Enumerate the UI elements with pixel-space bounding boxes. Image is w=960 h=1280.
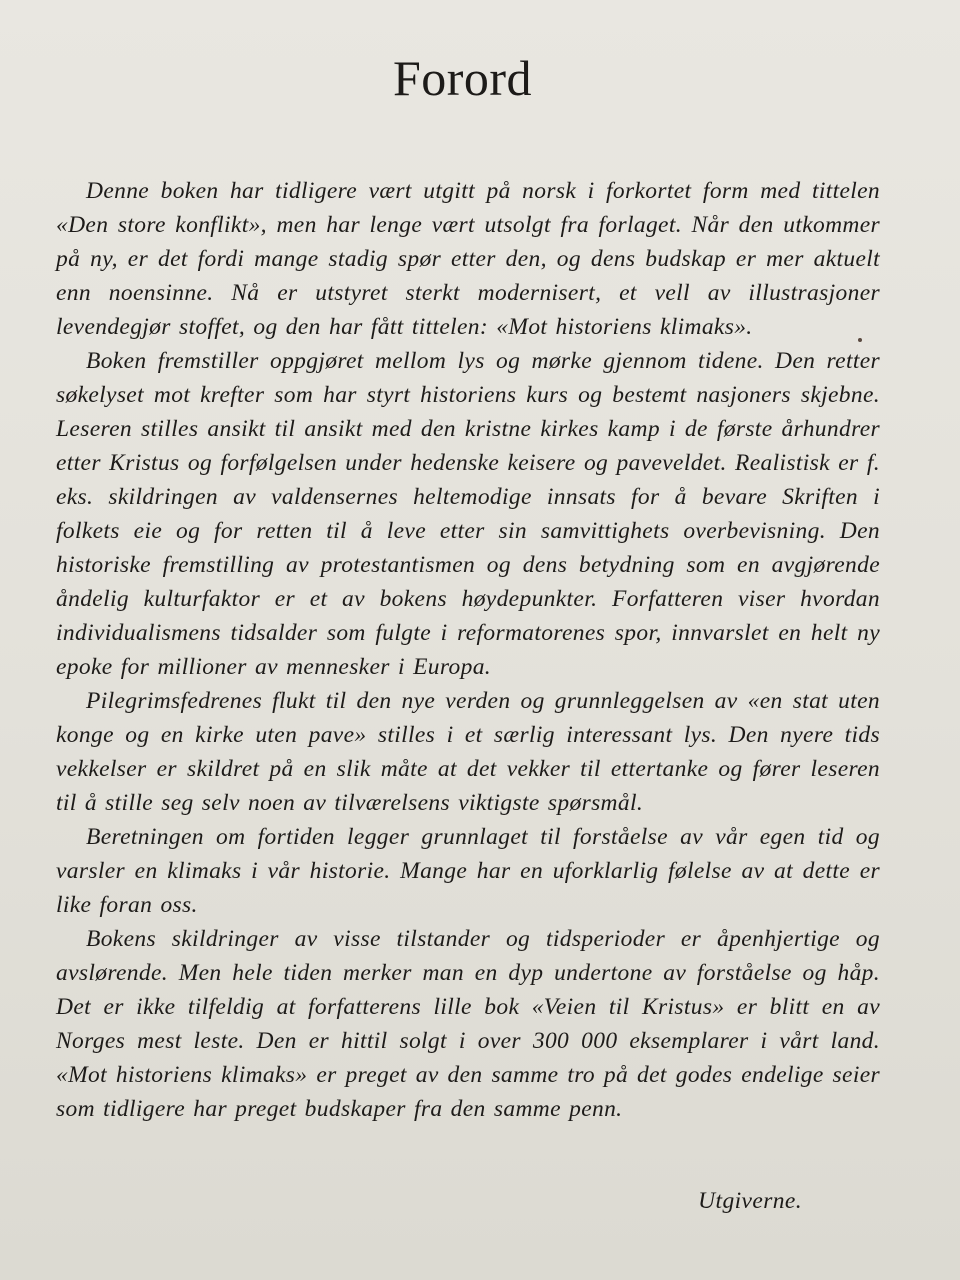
paragraph-5: Bokens skildringer av visse tilstander og tidsperioder er åpenhjertige og avslørende. Men hele tiden merker man en dyp undertone av forståelse og håp. Det er ikke tilfeldig at forfatterens lille bok «Veien til Kristus» er blitt en av Norges mest leste. Den er hittil solgt i over 300 000 eksemplarer i vårt land. «Mot historiens klimaks» er preget av den samme tro på det godes endelige seier som tidligere har preget budskaper fra den samme penn. [56, 926, 880, 1122]
preface-body [56, 174, 880, 1126]
ink-speck [858, 338, 862, 342]
paragraph-2: Boken fremstiller oppgjøret mellom lys og mørke gjennom tidene. Den retter søkelyset mot krefter som har styrt historiens kurs og bestemt nasjoners skjebne. Leseren stilles ansikt til ansikt med den kristne kirkes kamp i de første århundrer etter Kristus og forfølgelsen under hedenske keisere og paveveldet. Realistisk er f. eks. skildringen av valdensernes heltemodige innsats for å bevare Skriften i folkets eie og for retten til å leve etter sin samvittighets overbevisning. Den historiske fremstilling av protestantismen og dens betydning som en avgjørende åndelig kulturfaktor er et av bokens høydepunkter. Forfatteren viser hvordan individualismens tidsalder som fulgte i reformatorenes spor, innvarslet en helt ny epoke for millioner av mennesker i Europa. [56, 348, 880, 680]
paragraph-3: Pilegrimsfedrenes flukt til den nye verden og grunnleggelsen av «en stat uten konge og en kirke uten pave» stilles i et særlig interessant lys. Den nyere tids vekkelser er skildret på en slik måte at det vekker til ettertanke og fører leseren til å stille seg selv noen av tilværelsens viktigste spørsmål. [56, 688, 880, 816]
signature: Utgiverne. [698, 1188, 802, 1214]
paragraph-1: Denne boken har tidligere vært utgitt på norsk i forkortet form med tittelen «Den store konflikt», men har lenge vært utsolgt fra forlaget. Når den utkommer på ny, er det fordi mange stadig spør etter den, og dens budskap er mer aktuelt enn noensinne. Nå er utstyret sterkt modernisert, et vell av illustrasjoner levendegjør stoffet, og den har fått tittelen: «Mot historiens klimaks». [56, 178, 880, 340]
paragraph-4: Beretningen om fortiden legger grunnlaget til forståelse av vår egen tid og varsler en klimaks i vår historie. Mange har en uforklarlig følelse av at dette er like foran oss. [56, 824, 880, 918]
page-title: Forord [392, 50, 533, 106]
